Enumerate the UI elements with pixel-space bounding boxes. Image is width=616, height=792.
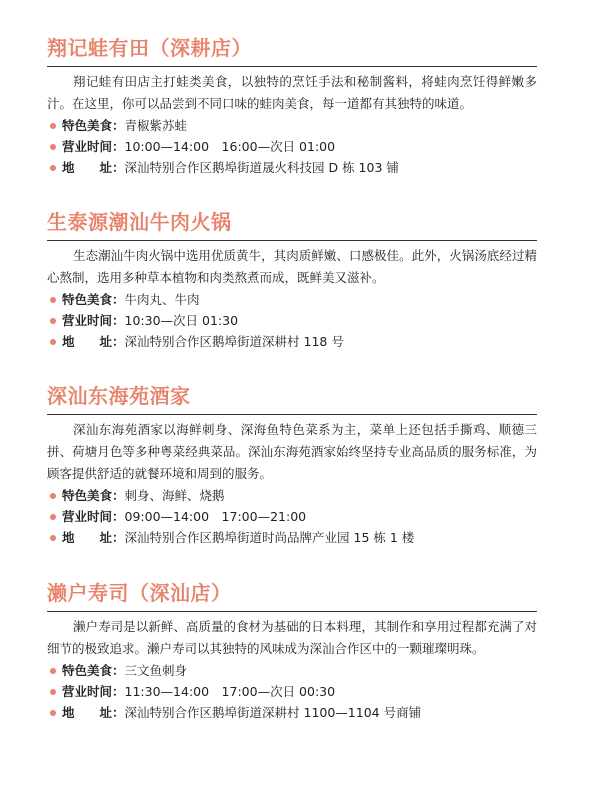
- restaurant-title: 深汕东海苑酒家: [47, 383, 537, 415]
- hours-row: [47, 136, 537, 157]
- specialty-row: [47, 660, 537, 681]
- address-row: [47, 527, 537, 548]
- address-row: [47, 702, 537, 723]
- bullet-dot-icon: [50, 710, 56, 716]
- specialty-value: 牛肉丸、牛肉: [124, 292, 200, 307]
- specialty-label: 特色美食：: [62, 292, 125, 307]
- bullet-dot-icon: [50, 123, 56, 129]
- bullet-dot-icon: [50, 165, 56, 171]
- hours-label: 营业时间：: [62, 684, 125, 699]
- restaurant-section: [47, 383, 537, 548]
- specialty-value: 刺身、海鲜、烧鹅: [124, 488, 225, 503]
- bullet-dot-icon: [50, 493, 56, 499]
- specialty-row: [47, 115, 537, 136]
- hours-row: [47, 310, 537, 331]
- specialty-row: [47, 485, 537, 506]
- address-value: 深汕特别合作区鹅埠街道晟火科技园 D 栋 103 铺: [124, 160, 399, 175]
- restaurant-section: [47, 35, 537, 178]
- specialty-label: 特色美食：: [62, 488, 125, 503]
- address-label: 地 址：: [62, 160, 125, 175]
- specialty-value: 三文鱼刺身: [124, 663, 188, 678]
- bullet-dot-icon: [50, 535, 56, 541]
- restaurant-title: 翔记蛙有田（深耕店）: [47, 35, 537, 67]
- restaurant-section: [47, 580, 537, 723]
- bullet-dot-icon: [50, 339, 56, 345]
- hours-label: 营业时间：: [62, 139, 125, 154]
- hours-value: 09:00—14:00 17:00—21:00: [124, 509, 307, 524]
- restaurant-description: 濑户寿司是以新鲜、高质量的食材为基础的日本料理，其制作和享用过程都充满了对细节的极致追求。濑户寿司以其独特的风味成为深汕合作区中的一颗璀璨明珠。: [47, 619, 537, 656]
- bullet-dot-icon: [50, 668, 56, 674]
- bullet-dot-icon: [50, 514, 56, 520]
- restaurant-title: 濑户寿司（深汕店）: [47, 580, 537, 612]
- address-value: 深汕特别合作区鹅埠街道深耕村 1100—1104 号商铺: [124, 705, 422, 720]
- hours-value: 11:30—14:00 17:00—次日 00:30: [124, 684, 336, 699]
- specialty-value: 青椒紫苏蛙: [124, 118, 188, 133]
- address-row: [47, 331, 537, 352]
- restaurant-description: 翔记蛙有田店主打蛙类美食，以独特的烹饪手法和秘制酱料，将蛙肉烹饪得鲜嫩多汁。在这里，你可以品尝到不同口味的蛙肉美食，每一道都有其独特的味道。: [47, 74, 537, 111]
- address-label: 地 址：: [62, 705, 125, 720]
- restaurant-description: 深汕东海苑酒家以海鲜刺身、深海鱼特色菜系为主，菜单上还包括手撕鸡、顺德三拼、荷塘月色等多种粤菜经典菜品。深汕东海苑酒家始终坚持专业高品质的服务标准，为顾客提供舒适的就餐环境和周到的服务。: [47, 422, 537, 481]
- address-row: [47, 157, 537, 178]
- hours-value: 10:30—次日 01:30: [124, 313, 239, 328]
- address-value: 深汕特别合作区鹅埠街道深耕村 118 号: [124, 334, 344, 349]
- address-label: 地 址：: [62, 530, 125, 545]
- restaurant-title: 生泰源潮汕牛肉火锅: [47, 209, 537, 241]
- hours-row: [47, 506, 537, 527]
- specialty-label: 特色美食：: [62, 663, 125, 678]
- bullet-dot-icon: [50, 318, 56, 324]
- hours-label: 营业时间：: [62, 313, 125, 328]
- hours-value: 10:00—14:00 16:00—次日 01:00: [124, 139, 336, 154]
- bullet-dot-icon: [50, 689, 56, 695]
- specialty-row: [47, 289, 537, 310]
- hours-row: [47, 681, 537, 702]
- address-label: 地 址：: [62, 334, 125, 349]
- restaurant-section: [47, 209, 537, 352]
- specialty-label: 特色美食：: [62, 118, 125, 133]
- bullet-dot-icon: [50, 144, 56, 150]
- address-value: 深汕特别合作区鹅埠街道时尚品牌产业园 15 栋 1 楼: [124, 530, 415, 545]
- hours-label: 营业时间：: [62, 509, 125, 524]
- restaurant-description: 生态潮汕牛肉火锅中选用优质黄牛，其肉质鲜嫩、口感极佳。此外，火锅汤底经过精心熬制，选用多种草本植物和肉类熬煮而成，既鲜美又滋补。: [47, 248, 537, 285]
- bullet-dot-icon: [50, 297, 56, 303]
